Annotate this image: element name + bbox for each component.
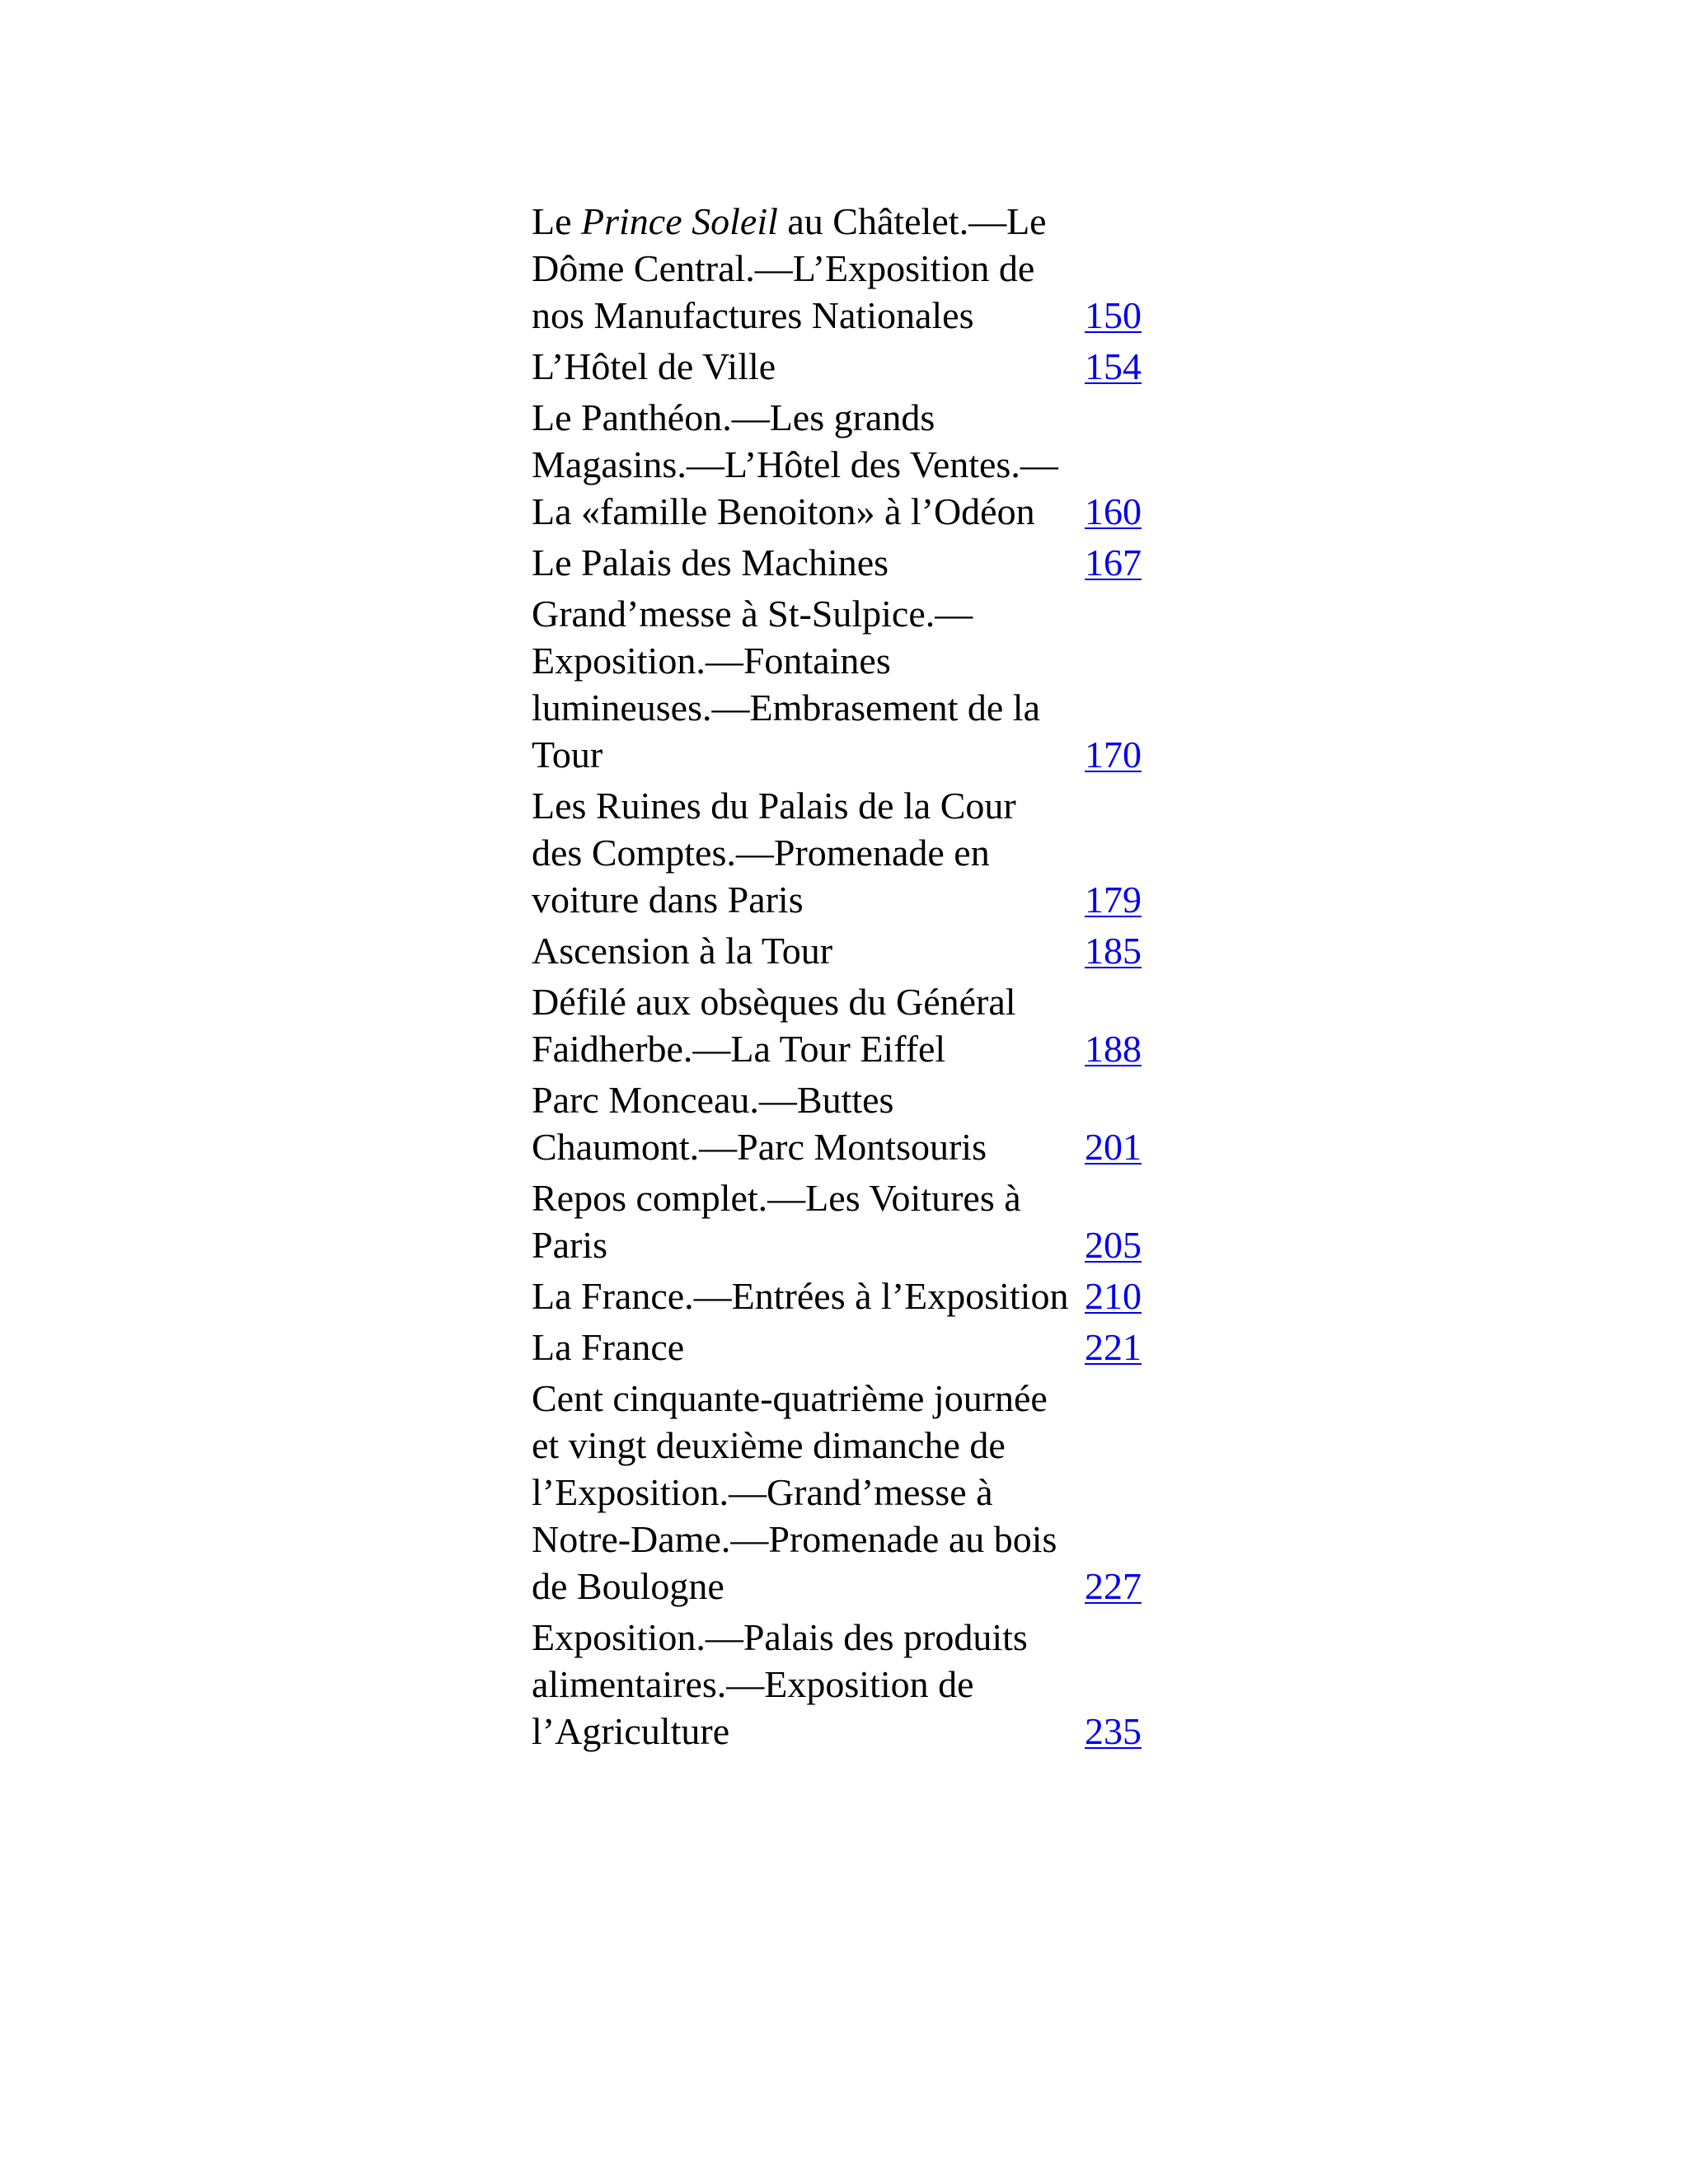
toc-entry-title: La France.—Entrées à l’Exposition (532, 1275, 1069, 1317)
page-link[interactable]: 179 (1085, 879, 1142, 921)
toc-entry (532, 1076, 1142, 1174)
toc-entry (532, 1324, 1142, 1375)
page-link[interactable]: 154 (1085, 345, 1142, 387)
page-link[interactable]: 170 (1085, 733, 1142, 776)
page-link[interactable]: 227 (1085, 1565, 1142, 1607)
toc-entry (532, 539, 1142, 590)
toc-entry-title: Défilé aux obsèques du Général Faidherbe.—La Tour Eiffel (532, 981, 1016, 1070)
toc-entry-title: Ascension à la Tour (532, 930, 833, 972)
toc-entry (532, 782, 1142, 927)
toc-entry-title: Grand’messe à St-Sulpice.—Exposition.—Fontaines lumineuses.—Embrasement de la Tour (532, 593, 1041, 776)
page-link[interactable]: 205 (1085, 1224, 1142, 1266)
toc-entry-title: Parc Monceau.—Buttes Chaumont.—Parc Montsouris (532, 1079, 987, 1168)
page-link[interactable]: 150 (1085, 294, 1142, 336)
page-link[interactable]: 235 (1085, 1710, 1142, 1752)
page-link[interactable]: 210 (1085, 1275, 1142, 1317)
page-link[interactable]: 160 (1085, 490, 1142, 532)
toc-entry-title-italic: Prince Soleil (581, 200, 778, 242)
toc-entry-title: Le Panthéon.—Les grands Magasins.—L’Hôtel des Ventes.—La «famille Benoiton» à l’Odéon (532, 396, 1058, 532)
toc-entry (532, 1174, 1142, 1272)
toc-entry-title: Le Prince Soleil au Châtelet.—Le Dôme Central.—L’Exposition de nos Manufactures Nationales (532, 200, 1047, 336)
toc-entry (532, 927, 1142, 978)
toc-entry (532, 198, 1142, 343)
toc-entry-title: Cent cinquante-quatrième journée et vingt deuxième dimanche de l’Exposition.—Grand’messe à Notre-Dame.—Promenade au bois de Boulogne (532, 1377, 1057, 1607)
toc-entry-title: L’Hôtel de Ville (532, 345, 776, 387)
page-link[interactable]: 201 (1085, 1126, 1142, 1168)
toc-entry (532, 1614, 1142, 1759)
toc-entry (532, 1272, 1142, 1324)
toc-entry (532, 1375, 1142, 1614)
toc-entry (532, 590, 1142, 782)
toc-entry-title: Les Ruines du Palais de la Cour des Comptes.—Promenade en voiture dans Paris (532, 785, 1016, 921)
toc-entry-title: Exposition.—Palais des produits alimentaires.—Exposition de l’Agriculture (532, 1616, 1028, 1752)
toc-entry (532, 343, 1142, 394)
page-link[interactable]: 188 (1085, 1028, 1142, 1070)
page-link[interactable]: 167 (1085, 541, 1142, 583)
toc-entry-title: Le Palais des Machines (532, 541, 889, 583)
toc-entry-title: La France (532, 1326, 685, 1368)
toc-entry-title: Repos complet.—Les Voitures à Paris (532, 1177, 1021, 1266)
page-link[interactable]: 185 (1085, 930, 1142, 972)
toc-entry (532, 394, 1142, 539)
page-link[interactable]: 221 (1085, 1326, 1142, 1368)
toc-entry (532, 978, 1142, 1076)
table-of-contents (532, 198, 1142, 1759)
